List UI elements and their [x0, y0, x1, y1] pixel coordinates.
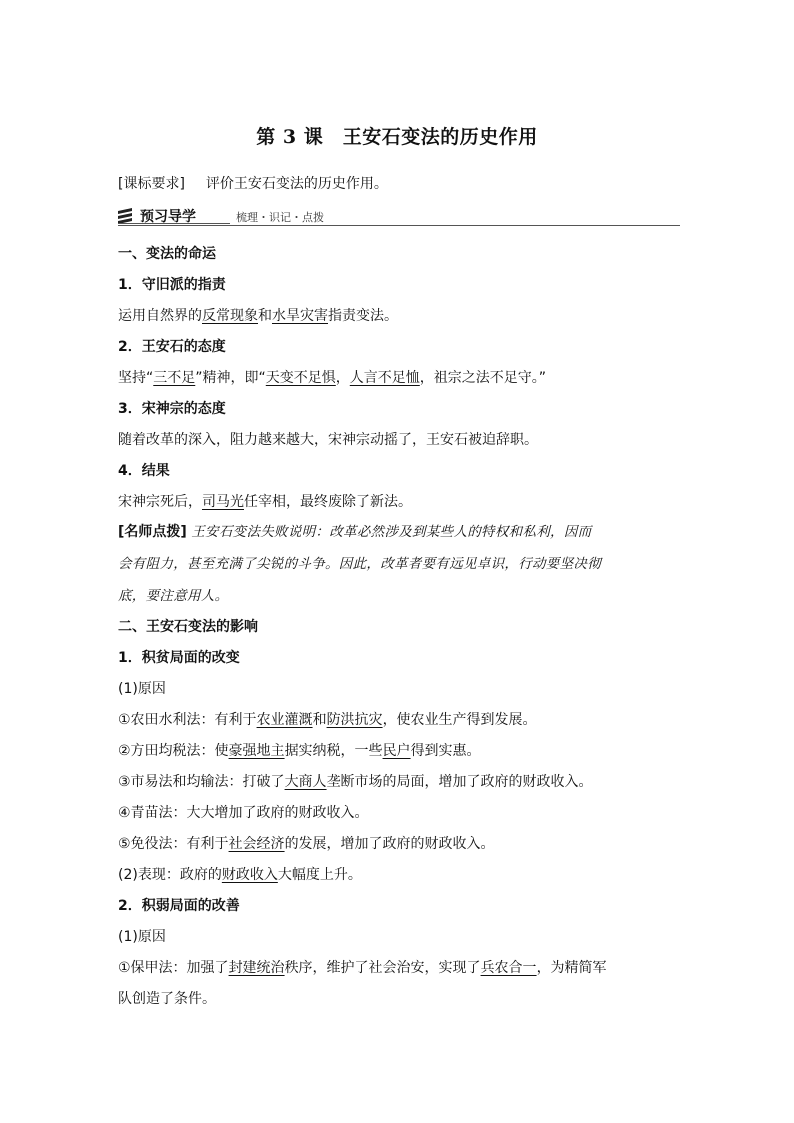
blank-answer: 兵农合一 [480, 960, 537, 976]
subheading-1-2: 2．王安石的态度 [118, 339, 226, 355]
teacher-note-line-1: [名师点拨] 王安石变法失败说明：改革必然涉及到某些人的特权和私利，因而 [118, 524, 592, 540]
requirement-text: 评价王安石变法的历史作用。 [205, 176, 388, 192]
requirement-tag: [课标要求] [118, 176, 185, 192]
blank-answer: 防洪抗灾 [326, 712, 383, 728]
list-item: ②方田均税法：使豪强地主据实纳税，一些民户得到实惠。 [118, 743, 481, 759]
banner-stripes-icon [118, 208, 134, 224]
paragraph-1-4: 宋神宗死后，司马光任宰相，最终废除了新法。 [118, 494, 412, 510]
blank-answer: 财政收入 [221, 867, 278, 883]
teacher-note-line-2: 会有阻力，甚至充满了尖锐的斗争。因此，改革者要有远见卓识，行动要坚决彻 [118, 556, 601, 572]
list-item: ①农田水利法：有利于农业灌溉和防洪抗灾，使农业生产得到发展。 [118, 712, 537, 728]
blank-answer: 反常现象 [202, 308, 258, 324]
blank-answer: 三不足 [153, 370, 196, 386]
list-item: ①保甲法：加强了封建统治秩序，维护了社会治安，实现了兵农合一，为精简军 [118, 960, 607, 976]
blank-answer: 水旱灾害 [272, 308, 328, 324]
subheading-1-4: 4．结果 [118, 463, 170, 479]
page-title: 第 3 课 王安石变法的历史作用 [256, 126, 538, 148]
blank-answer: 封建统治 [228, 960, 285, 976]
banner-sub: 梳理・识记・点拨 [236, 211, 324, 224]
blank-answer: 农业灌溉 [256, 712, 313, 728]
banner-label: 预习导学 [140, 209, 196, 225]
teacher-note-line-3: 底，要注意用人。 [118, 588, 229, 604]
list-item: ④青苗法：大大增加了政府的财政收入。 [118, 805, 369, 821]
section-banner [118, 204, 680, 228]
reason-label: (1)原因 [118, 929, 166, 945]
blank-answer: 社会经济 [228, 836, 285, 852]
banner-underline [118, 223, 230, 224]
paragraph-1-2: 坚持“三不足”精神，即“天变不足惧，人言不足恤，祖宗之法不足守。” [118, 370, 547, 386]
list-item-continued: 队创造了条件。 [118, 991, 216, 1007]
course-requirement [118, 174, 388, 194]
list-item: ③市易法和均输法：打破了大商人垄断市场的局面，增加了政府的财政收入。 [118, 774, 593, 790]
blank-answer: 天变不足惧 [265, 370, 336, 386]
paragraph-1-1: 运用自然界的反常现象和水旱灾害指责变法。 [118, 308, 398, 324]
subheading-1-3: 3．宋神宗的态度 [118, 401, 226, 417]
subheading-2-1: 1．积贫局面的改变 [118, 650, 240, 666]
teacher-note-tag: [名师点拨] [118, 524, 187, 540]
subheading-2-2: 2．积弱局面的改善 [118, 898, 240, 914]
reason-label: (1)原因 [118, 681, 166, 697]
list-item: ⑤免役法：有利于社会经济的发展，增加了政府的财政收入。 [118, 836, 495, 852]
section-heading-1: 一、变法的命运 [118, 246, 216, 262]
blank-answer: 大商人 [284, 774, 327, 790]
blank-answer: 人言不足恤 [349, 370, 420, 386]
performance-line: (2)表现：政府的财政收入大幅度上升。 [118, 867, 362, 883]
banner-rule [118, 225, 680, 226]
blank-answer: 豪强地主 [228, 743, 285, 759]
paragraph-1-3: 随着改革的深入，阻力越来越大，宋神宗动摇了，王安石被迫辞职。 [118, 432, 538, 448]
subheading-1-1: 1．守旧派的指责 [118, 277, 226, 293]
section-heading-2: 二、王安石变法的影响 [118, 619, 258, 635]
blank-answer: 司马光 [202, 494, 244, 510]
blank-answer: 民户 [382, 743, 411, 759]
